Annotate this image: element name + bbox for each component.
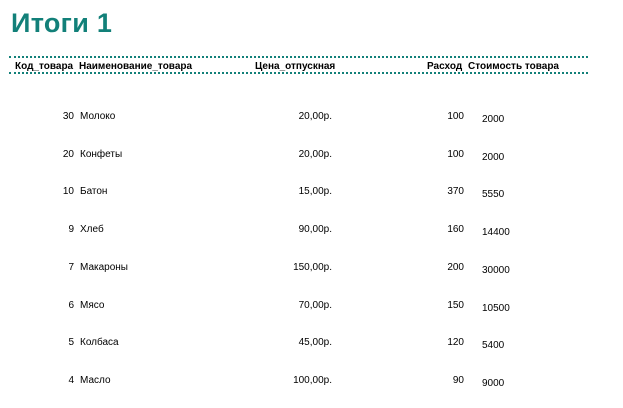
cell-usage: 100 <box>447 149 464 160</box>
cell-price: 20,00р. <box>298 149 332 160</box>
cell-usage: 120 <box>447 337 464 348</box>
column-header-usage: Расход <box>427 61 463 72</box>
cell-usage: 90 <box>452 375 464 386</box>
cell-cost: 10500 <box>482 303 510 314</box>
cell-name: Мясо <box>80 300 105 311</box>
cell-cost: 5550 <box>482 189 505 200</box>
cell-name: Колбаса <box>80 337 119 348</box>
cell-price: 100,00р. <box>293 375 332 386</box>
cell-code: 6 <box>68 300 74 311</box>
cell-name: Конфеты <box>80 149 123 160</box>
column-header-code: Код_товара <box>15 61 74 72</box>
report-title: Итоги 1 <box>11 8 113 38</box>
cell-price: 15,00р. <box>298 186 332 197</box>
header-top-rule <box>9 56 588 58</box>
cell-cost: 14400 <box>482 227 510 238</box>
cell-code: 7 <box>68 262 74 273</box>
cell-code: 4 <box>68 375 74 386</box>
column-header-name: Наименование_товара <box>79 61 193 72</box>
cell-usage: 100 <box>447 111 464 122</box>
cell-name: Хлеб <box>80 224 104 235</box>
cell-cost: 9000 <box>482 378 505 389</box>
cell-code: 30 <box>62 111 74 122</box>
column-header-cost: Стоимость товара <box>468 61 559 72</box>
column-header-price: Цена_отпускная <box>255 61 336 72</box>
cell-code: 10 <box>62 186 74 197</box>
cell-cost: 2000 <box>482 152 505 163</box>
cell-cost: 2000 <box>482 114 505 125</box>
cell-usage: 200 <box>447 262 464 273</box>
cell-name: Масло <box>80 375 111 386</box>
cell-usage: 370 <box>447 186 464 197</box>
cell-cost: 30000 <box>482 265 510 276</box>
cell-price: 45,00р. <box>298 337 332 348</box>
cell-cost: 5400 <box>482 340 505 351</box>
cell-code: 5 <box>68 337 74 348</box>
cell-usage: 160 <box>447 224 464 235</box>
cell-usage: 150 <box>447 300 464 311</box>
cell-name: Батон <box>80 186 108 197</box>
cell-code: 20 <box>62 149 74 160</box>
cell-name: Молоко <box>80 111 116 122</box>
cell-name: Макароны <box>80 262 128 273</box>
cell-price: 20,00р. <box>298 111 332 122</box>
cell-price: 150,00р. <box>293 262 332 273</box>
cell-code: 9 <box>68 224 74 235</box>
cell-price: 70,00р. <box>298 300 332 311</box>
header-bottom-rule <box>9 72 588 74</box>
cell-price: 90,00р. <box>298 224 332 235</box>
